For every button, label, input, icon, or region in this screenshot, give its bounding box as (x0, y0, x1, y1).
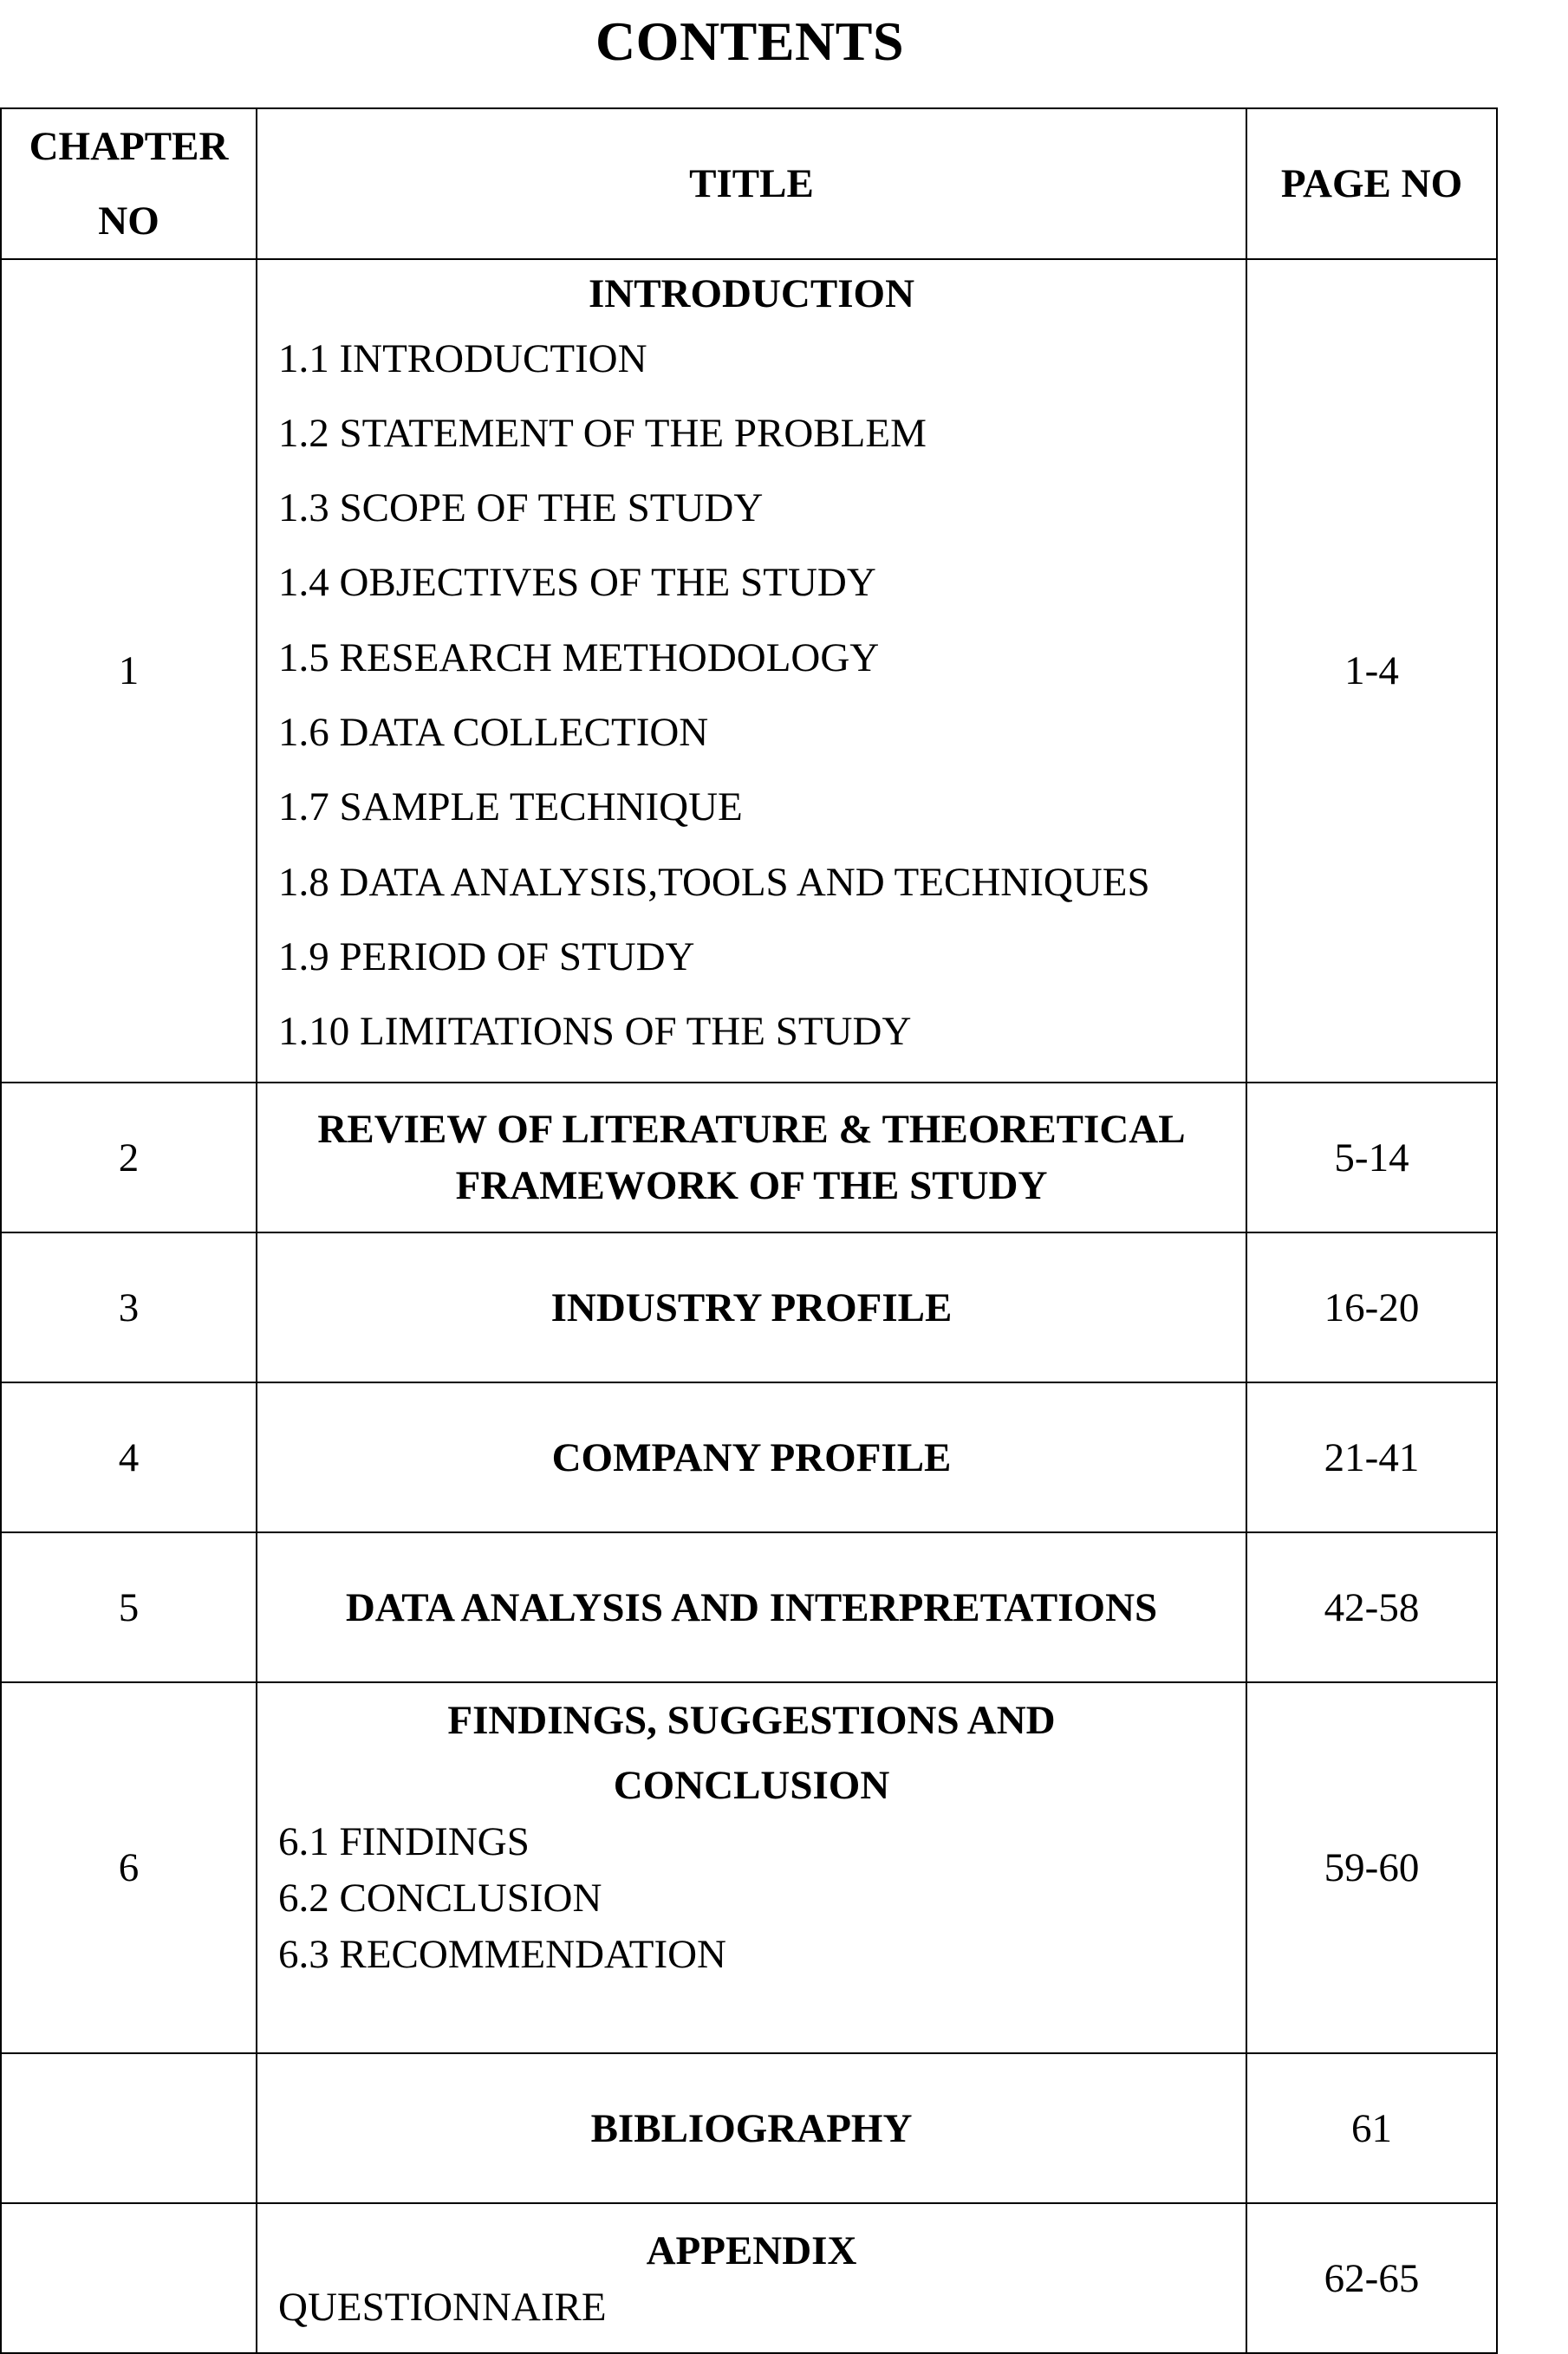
section-item: 1.7 SAMPLE TECHNIQUE (278, 784, 743, 830)
section-item: 6.2 CONCLUSION (278, 1875, 602, 1921)
page-range: 21-41 (1246, 1382, 1497, 1532)
chapter-number: 5 (1, 1532, 257, 1682)
page-range: 5-14 (1246, 1083, 1497, 1232)
page-range: 1-4 (1246, 259, 1497, 1083)
contents-table (0, 107, 1498, 2354)
section-item: 1.5 RESEARCH METHODOLOGY (278, 634, 880, 680)
table-row (1, 2053, 1497, 2203)
page-range: 59-60 (1246, 1682, 1497, 2053)
page-range: 61 (1246, 2053, 1497, 2203)
page-range: 16-20 (1246, 1232, 1497, 1382)
chapter-heading: INTRODUCTION (588, 270, 915, 316)
section-list (257, 322, 1246, 1082)
chapter-header-line2: NO (98, 198, 159, 244)
section-item: 1.3 SCOPE OF THE STUDY (278, 485, 764, 531)
chapter-heading: INDUSTRY PROFILE (257, 1232, 1246, 1382)
chapter-heading: BIBLIOGRAPHY (257, 2053, 1246, 2203)
table-row (1, 1382, 1497, 1532)
section-item: 1.1 INTRODUCTION (278, 335, 647, 381)
table-row (1, 1532, 1497, 1682)
table-row (1, 259, 1497, 1083)
section-item: 6.1 FINDINGS (278, 1818, 530, 1864)
chapter-number: 1 (1, 259, 257, 1083)
section-item: 1.8 DATA ANALYSIS,TOOLS AND TECHNIQUES (278, 859, 1150, 905)
chapter-heading: DATA ANALYSIS AND INTERPRETATIONS (257, 1532, 1246, 1682)
chapter-title-cell (257, 259, 1246, 1083)
table-row (1, 2203, 1497, 2353)
section-item: 1.4 OBJECTIVES OF THE STUDY (278, 560, 876, 606)
chapter-title-cell (257, 1083, 1246, 1232)
section-item: 6.3 RECOMMENDATION (278, 1931, 726, 1977)
section-item: 1.6 DATA COLLECTION (278, 710, 709, 755)
table-row (1, 1232, 1497, 1382)
chapter-title-cell (257, 2203, 1246, 2353)
chapter-number: 4 (1, 1382, 257, 1532)
section-item: QUESTIONNAIRE (278, 2284, 607, 2330)
table-header-row (1, 108, 1497, 259)
chapter-heading-line1: REVIEW OF LITERATURE & THEORETICAL (317, 1106, 1186, 1152)
chapter-heading-line2: FRAMEWORK OF THE STUDY (455, 1162, 1048, 1208)
chapter-heading-line2: CONCLUSION (613, 1762, 890, 1808)
page-range: 42-58 (1246, 1532, 1497, 1682)
title-header: TITLE (257, 108, 1246, 259)
page-no-header: PAGE NO (1246, 108, 1497, 259)
section-item: 1.9 PERIOD OF STUDY (278, 933, 695, 979)
chapter-number (1, 2053, 257, 2203)
table-row (1, 1682, 1497, 2053)
section-item: 1.10 LIMITATIONS OF THE STUDY (278, 1009, 912, 1055)
table-row (1, 1083, 1497, 1232)
section-item: 1.2 STATEMENT OF THE PROBLEM (278, 410, 927, 456)
section-list (257, 2279, 1246, 2350)
chapter-number: 3 (1, 1232, 257, 1382)
page-title: CONTENTS (595, 10, 905, 72)
chapter-heading: APPENDIX (646, 2227, 857, 2273)
chapter-number (1, 2203, 257, 2353)
chapter-header-line1: CHAPTER (29, 124, 229, 169)
chapter-title-cell (257, 1682, 1246, 2053)
chapter-heading: COMPANY PROFILE (257, 1382, 1246, 1532)
chapter-number: 6 (1, 1682, 257, 2053)
page-range: 62-65 (1246, 2203, 1497, 2353)
chapter-no-header (1, 108, 257, 259)
section-list (257, 1814, 1246, 2052)
chapter-heading-line1: FINDINGS, SUGGESTIONS AND (447, 1697, 1056, 1743)
chapter-number: 2 (1, 1083, 257, 1232)
